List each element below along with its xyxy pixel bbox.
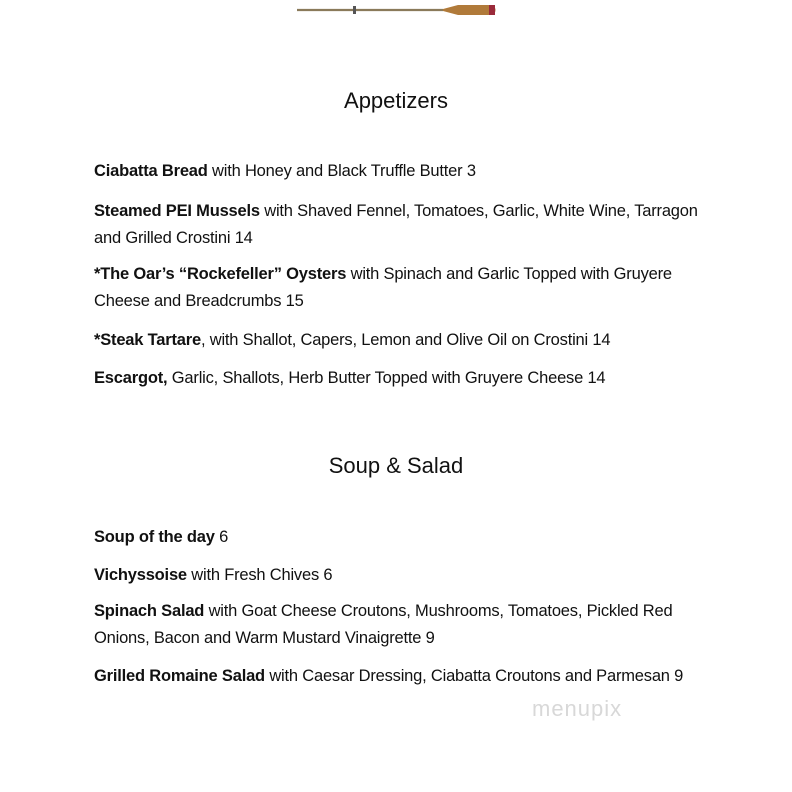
menu-item bbox=[94, 598, 704, 652]
section-heading-soup-salad: Soup & Salad bbox=[328, 453, 464, 478]
item-description: 6 bbox=[214, 528, 229, 546]
menu-item bbox=[94, 261, 704, 315]
menu-item bbox=[94, 327, 704, 354]
menu-item bbox=[94, 158, 704, 185]
menu-item bbox=[94, 524, 704, 551]
item-name: Soup of the day bbox=[94, 528, 215, 546]
item-name: Spinach Salad bbox=[94, 602, 205, 620]
item-description: with Goat Cheese Croutons, Mushrooms, Tomatoes, Pickled Red Onions, Bacon and Warm Mustard Vinaigrette 9 bbox=[94, 602, 673, 647]
item-description: Garlic, Shallots, Herb Butter Topped with Gruyere Cheese 14 bbox=[167, 369, 606, 387]
menu-item bbox=[94, 562, 704, 589]
item-name: Grilled Romaine Salad bbox=[94, 667, 265, 685]
section-heading-appetizers: Appetizers bbox=[344, 88, 448, 113]
item-name: Ciabatta Bread bbox=[94, 162, 208, 180]
item-name: *Steak Tartare bbox=[94, 331, 201, 349]
item-name: Steamed PEI Mussels bbox=[94, 202, 260, 220]
item-name: Vichyssoise bbox=[94, 566, 187, 584]
item-description: with Honey and Black Truffle Butter 3 bbox=[207, 162, 476, 180]
item-description: with Caesar Dressing, Ciabatta Croutons and Parmesan 9 bbox=[264, 667, 684, 685]
item-description: , with Shallot, Capers, Lemon and Olive Oil on Crostini 14 bbox=[200, 331, 611, 349]
menu-item bbox=[94, 198, 704, 252]
item-name: *The Oar’s “Rockefeller” Oysters bbox=[94, 265, 347, 283]
oar-icon bbox=[293, 2, 498, 18]
item-description: with Spinach and Garlic Topped with Gruyere Cheese and Breadcrumbs 15 bbox=[94, 265, 672, 310]
item-description: with Fresh Chives 6 bbox=[186, 566, 333, 584]
item-description: with Shaved Fennel, Tomatoes, Garlic, White Wine, Tarragon and Grilled Crostini 14 bbox=[94, 202, 698, 247]
watermark: menupix bbox=[532, 696, 623, 721]
menu-item bbox=[94, 663, 704, 690]
menu-item bbox=[94, 365, 704, 392]
item-name: Escargot, bbox=[94, 369, 168, 387]
